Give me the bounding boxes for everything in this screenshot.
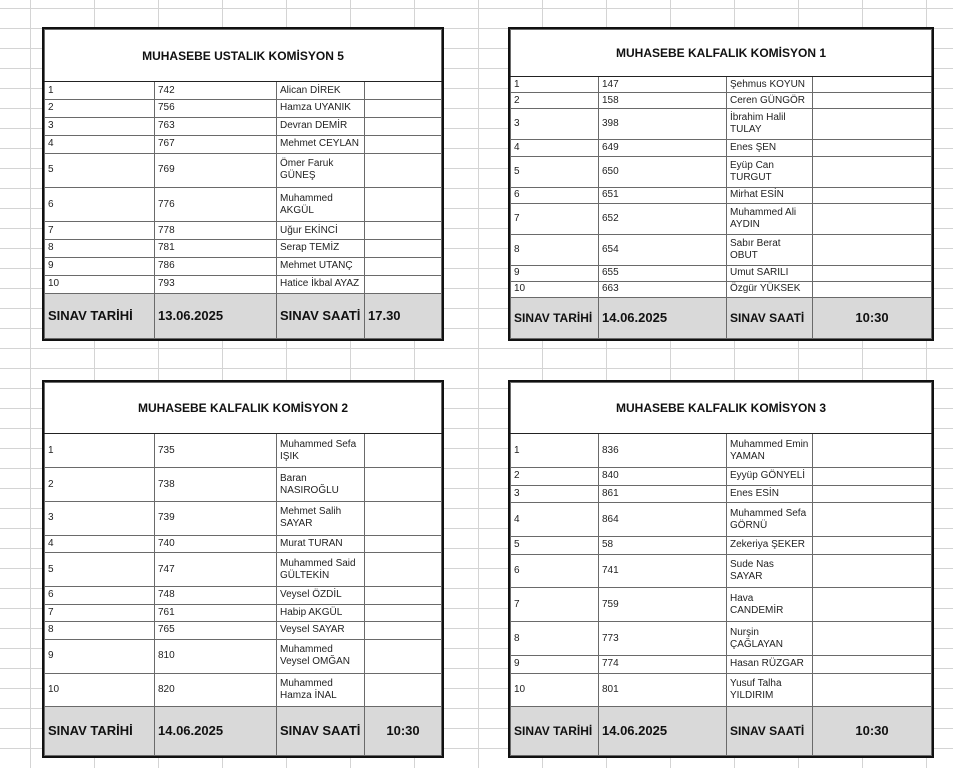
panel-kalfalik-komisyon-2 xyxy=(42,380,444,758)
rows-body xyxy=(511,77,932,298)
candidate-number: 769 xyxy=(155,153,277,187)
candidate-name: Hasan RÜZGAR xyxy=(727,655,813,673)
empty-cell xyxy=(365,82,442,100)
candidate-name: Ömer Faruk GÜNEŞ xyxy=(277,153,365,187)
candidate-number: 738 xyxy=(155,468,277,502)
empty-cell xyxy=(365,117,442,135)
row-number: 5 xyxy=(45,153,155,187)
candidate-name: Muhammed Ali AYDIN xyxy=(727,203,813,234)
empty-cell xyxy=(365,257,442,275)
exam-time: 10:30 xyxy=(813,298,932,339)
row-number: 7 xyxy=(511,588,599,622)
table-row xyxy=(511,265,932,281)
candidate-name: Sabır Berat OBUT xyxy=(727,234,813,265)
table-row xyxy=(45,434,442,468)
candidate-name: Muhammed Said GÜLTEKİN xyxy=(277,553,365,587)
candidate-name: Habip AKGÜL xyxy=(277,604,365,622)
empty-cell xyxy=(813,588,932,622)
candidate-name: Enes ESİN xyxy=(727,485,813,503)
empty-cell xyxy=(365,673,442,707)
candidate-number: 741 xyxy=(599,554,727,588)
row-number: 5 xyxy=(45,553,155,587)
table-row xyxy=(511,93,932,109)
row-number: 8 xyxy=(45,622,155,640)
row-number: 6 xyxy=(45,587,155,605)
row-number: 10 xyxy=(45,673,155,707)
table-row xyxy=(511,588,932,622)
table-row xyxy=(511,673,932,707)
row-number: 1 xyxy=(45,82,155,100)
candidate-number: 773 xyxy=(599,622,727,656)
empty-cell xyxy=(813,187,932,203)
row-number: 6 xyxy=(511,554,599,588)
candidate-name: Mehmet Salih SAYAR xyxy=(277,501,365,535)
row-number: 9 xyxy=(511,655,599,673)
candidate-name: Devran DEMİR xyxy=(277,117,365,135)
candidate-name: Mirhat ESİN xyxy=(727,187,813,203)
candidate-name: Sude Nas SAYAR xyxy=(727,554,813,588)
row-number: 6 xyxy=(45,187,155,221)
row-number: 2 xyxy=(45,100,155,118)
table-row xyxy=(45,222,442,240)
candidate-name: Yusuf Talha YILDIRIM xyxy=(727,673,813,707)
time-label: SINAV SAATİ xyxy=(727,298,813,339)
candidate-name: Hava CANDEMİR xyxy=(727,588,813,622)
candidate-number: 767 xyxy=(155,135,277,153)
row-number: 4 xyxy=(45,535,155,553)
candidate-number: 756 xyxy=(155,100,277,118)
table-row xyxy=(511,485,932,503)
empty-cell xyxy=(813,485,932,503)
empty-cell xyxy=(813,673,932,707)
time-label: SINAV SAATİ xyxy=(727,707,813,756)
empty-cell xyxy=(365,275,442,293)
table-row xyxy=(45,153,442,187)
candidate-number: 820 xyxy=(155,673,277,707)
empty-cell xyxy=(365,587,442,605)
table-row xyxy=(45,587,442,605)
exam-date: 13.06.2025 xyxy=(155,293,277,338)
candidate-name: Mehmet UTANÇ xyxy=(277,257,365,275)
table-row xyxy=(45,673,442,707)
candidate-number: 810 xyxy=(155,639,277,673)
exam-date: 14.06.2025 xyxy=(599,707,727,756)
table-row xyxy=(45,468,442,502)
row-number: 9 xyxy=(45,257,155,275)
row-number: 3 xyxy=(45,117,155,135)
date-label: SINAV TARİHİ xyxy=(45,293,155,338)
row-number: 5 xyxy=(511,156,599,187)
row-number: 7 xyxy=(45,604,155,622)
table-row xyxy=(511,109,932,140)
date-label: SINAV TARİHİ xyxy=(45,707,155,756)
komisyon-table xyxy=(510,382,932,756)
candidate-number: 655 xyxy=(599,265,727,281)
exam-time: 10:30 xyxy=(813,707,932,756)
row-number: 4 xyxy=(511,503,599,537)
empty-cell xyxy=(365,604,442,622)
empty-cell xyxy=(365,553,442,587)
candidate-number: 774 xyxy=(599,655,727,673)
table-row xyxy=(45,135,442,153)
empty-cell xyxy=(813,503,932,537)
date-label: SINAV TARİHİ xyxy=(511,298,599,339)
candidate-name: Murat TURAN xyxy=(277,535,365,553)
candidate-number: 748 xyxy=(155,587,277,605)
candidate-name: Veysel ÖZDİL xyxy=(277,587,365,605)
empty-cell xyxy=(813,140,932,156)
candidate-number: 776 xyxy=(155,187,277,221)
candidate-number: 786 xyxy=(155,257,277,275)
candidate-name: Muhammed AKGÜL xyxy=(277,187,365,221)
candidate-name: Serap TEMİZ xyxy=(277,240,365,258)
table-row xyxy=(45,604,442,622)
candidate-number: 840 xyxy=(599,468,727,486)
empty-cell xyxy=(365,501,442,535)
row-number: 3 xyxy=(511,109,599,140)
table-row xyxy=(511,77,932,93)
row-number: 10 xyxy=(511,281,599,297)
empty-cell xyxy=(813,234,932,265)
komisyon-table xyxy=(44,29,442,339)
candidate-number: 147 xyxy=(599,77,727,93)
rows-body xyxy=(45,434,442,707)
candidate-name: Muhammed Emin YAMAN xyxy=(727,434,813,468)
empty-cell xyxy=(365,434,442,468)
empty-cell xyxy=(813,281,932,297)
candidate-number: 740 xyxy=(155,535,277,553)
row-number: 3 xyxy=(511,485,599,503)
empty-cell xyxy=(813,434,932,468)
row-number: 2 xyxy=(511,93,599,109)
candidate-number: 652 xyxy=(599,203,727,234)
candidate-name: Muhammed Hamza İNAL xyxy=(277,673,365,707)
table-row xyxy=(45,501,442,535)
row-number: 1 xyxy=(45,434,155,468)
row-number: 4 xyxy=(45,135,155,153)
candidate-number: 747 xyxy=(155,553,277,587)
candidate-number: 864 xyxy=(599,503,727,537)
table-row xyxy=(45,187,442,221)
table-row xyxy=(45,639,442,673)
table-row xyxy=(45,275,442,293)
row-number: 2 xyxy=(45,468,155,502)
candidate-name: Ceren GÜNGÖR xyxy=(727,93,813,109)
row-number: 7 xyxy=(511,203,599,234)
table-row xyxy=(45,535,442,553)
panel-title: MUHASEBE USTALIK KOMİSYON 5 xyxy=(45,30,442,82)
exam-date: 14.06.2025 xyxy=(155,707,277,756)
panel-ustalik-komisyon-5 xyxy=(42,27,444,341)
candidate-name: Nurşin ÇAĞLAYAN xyxy=(727,622,813,656)
table-row xyxy=(511,537,932,555)
row-number: 5 xyxy=(511,537,599,555)
table-row xyxy=(45,240,442,258)
row-number: 8 xyxy=(511,622,599,656)
candidate-name: Zekeriya ŞEKER xyxy=(727,537,813,555)
candidate-number: 763 xyxy=(155,117,277,135)
table-row xyxy=(511,622,932,656)
row-number: 4 xyxy=(511,140,599,156)
candidate-name: Umut SARILI xyxy=(727,265,813,281)
empty-cell xyxy=(813,265,932,281)
table-row xyxy=(511,503,932,537)
panel-title: MUHASEBE KALFALIK KOMİSYON 2 xyxy=(45,383,442,434)
candidate-name: Muhammed Sefa IŞIK xyxy=(277,434,365,468)
candidate-number: 654 xyxy=(599,234,727,265)
candidate-number: 836 xyxy=(599,434,727,468)
empty-cell xyxy=(813,655,932,673)
candidate-name: Muhammed Veysel OMĞAN xyxy=(277,639,365,673)
empty-cell xyxy=(365,153,442,187)
exam-time: 10:30 xyxy=(365,707,442,756)
table-row xyxy=(511,655,932,673)
row-number: 8 xyxy=(511,234,599,265)
empty-cell xyxy=(365,187,442,221)
table-row xyxy=(511,554,932,588)
row-number: 2 xyxy=(511,468,599,486)
candidate-number: 158 xyxy=(599,93,727,109)
empty-cell xyxy=(813,203,932,234)
panel-kalfalik-komisyon-3 xyxy=(508,380,934,758)
candidate-name: Enes ŞEN xyxy=(727,140,813,156)
empty-cell xyxy=(813,537,932,555)
candidate-number: 650 xyxy=(599,156,727,187)
candidate-name: Muhammed Sefa GÖRNÜ xyxy=(727,503,813,537)
table-row xyxy=(511,156,932,187)
empty-cell xyxy=(365,240,442,258)
empty-cell xyxy=(365,100,442,118)
row-number: 9 xyxy=(45,639,155,673)
candidate-number: 765 xyxy=(155,622,277,640)
row-number: 9 xyxy=(511,265,599,281)
table-row xyxy=(511,281,932,297)
candidate-number: 649 xyxy=(599,140,727,156)
candidate-number: 739 xyxy=(155,501,277,535)
empty-cell xyxy=(813,622,932,656)
panel-title: MUHASEBE KALFALIK KOMİSYON 3 xyxy=(511,383,932,434)
candidate-number: 761 xyxy=(155,604,277,622)
empty-cell xyxy=(365,468,442,502)
candidate-name: İbrahim Halil TULAY xyxy=(727,109,813,140)
empty-cell xyxy=(365,535,442,553)
candidate-name: Hamza UYANIK xyxy=(277,100,365,118)
candidate-name: Özgür YÜKSEK xyxy=(727,281,813,297)
candidate-name: Veysel SAYAR xyxy=(277,622,365,640)
panel-title: MUHASEBE KALFALIK KOMİSYON 1 xyxy=(511,30,932,77)
rows-body xyxy=(45,82,442,293)
candidate-number: 663 xyxy=(599,281,727,297)
candidate-name: Mehmet CEYLAN xyxy=(277,135,365,153)
candidate-number: 398 xyxy=(599,109,727,140)
candidate-number: 58 xyxy=(599,537,727,555)
candidate-number: 861 xyxy=(599,485,727,503)
exam-date: 14.06.2025 xyxy=(599,298,727,339)
empty-cell xyxy=(813,468,932,486)
candidate-number: 801 xyxy=(599,673,727,707)
table-row xyxy=(511,203,932,234)
table-row xyxy=(511,140,932,156)
panel-kalfalik-komisyon-1 xyxy=(508,27,934,341)
empty-cell xyxy=(365,639,442,673)
candidate-name: Uğur EKİNCİ xyxy=(277,222,365,240)
table-row xyxy=(511,234,932,265)
candidate-number: 793 xyxy=(155,275,277,293)
table-row xyxy=(45,622,442,640)
table-row xyxy=(511,468,932,486)
time-label: SINAV SAATİ xyxy=(277,707,365,756)
rows-body xyxy=(511,434,932,707)
row-number: 6 xyxy=(511,187,599,203)
row-number: 1 xyxy=(511,77,599,93)
date-label: SINAV TARİHİ xyxy=(511,707,599,756)
candidate-number: 759 xyxy=(599,588,727,622)
row-number: 3 xyxy=(45,501,155,535)
empty-cell xyxy=(813,109,932,140)
komisyon-table xyxy=(44,382,442,756)
candidate-number: 742 xyxy=(155,82,277,100)
empty-cell xyxy=(813,93,932,109)
candidate-name: Hatice İkbal AYAZ xyxy=(277,275,365,293)
table-row xyxy=(45,100,442,118)
candidate-name: Şehmus KOYUN xyxy=(727,77,813,93)
candidate-name: Eyyüp GÖNYELİ xyxy=(727,468,813,486)
candidate-number: 735 xyxy=(155,434,277,468)
candidate-name: Eyüp Can TURGUT xyxy=(727,156,813,187)
empty-cell xyxy=(813,554,932,588)
row-number: 8 xyxy=(45,240,155,258)
table-row xyxy=(45,553,442,587)
row-number: 7 xyxy=(45,222,155,240)
table-row xyxy=(45,82,442,100)
empty-cell xyxy=(365,135,442,153)
row-number: 1 xyxy=(511,434,599,468)
table-row xyxy=(45,117,442,135)
time-label: SINAV SAATİ xyxy=(277,293,365,338)
empty-cell xyxy=(365,622,442,640)
candidate-number: 778 xyxy=(155,222,277,240)
empty-cell xyxy=(813,156,932,187)
komisyon-table xyxy=(510,29,932,339)
table-row xyxy=(45,257,442,275)
row-number: 10 xyxy=(45,275,155,293)
table-row xyxy=(511,187,932,203)
empty-cell xyxy=(813,77,932,93)
candidate-name: Baran NASIROĞLU xyxy=(277,468,365,502)
candidate-number: 781 xyxy=(155,240,277,258)
candidate-number: 651 xyxy=(599,187,727,203)
row-number: 10 xyxy=(511,673,599,707)
candidate-name: Alican DİREK xyxy=(277,82,365,100)
table-row xyxy=(511,434,932,468)
exam-time: 17.30 xyxy=(365,293,442,338)
empty-cell xyxy=(365,222,442,240)
